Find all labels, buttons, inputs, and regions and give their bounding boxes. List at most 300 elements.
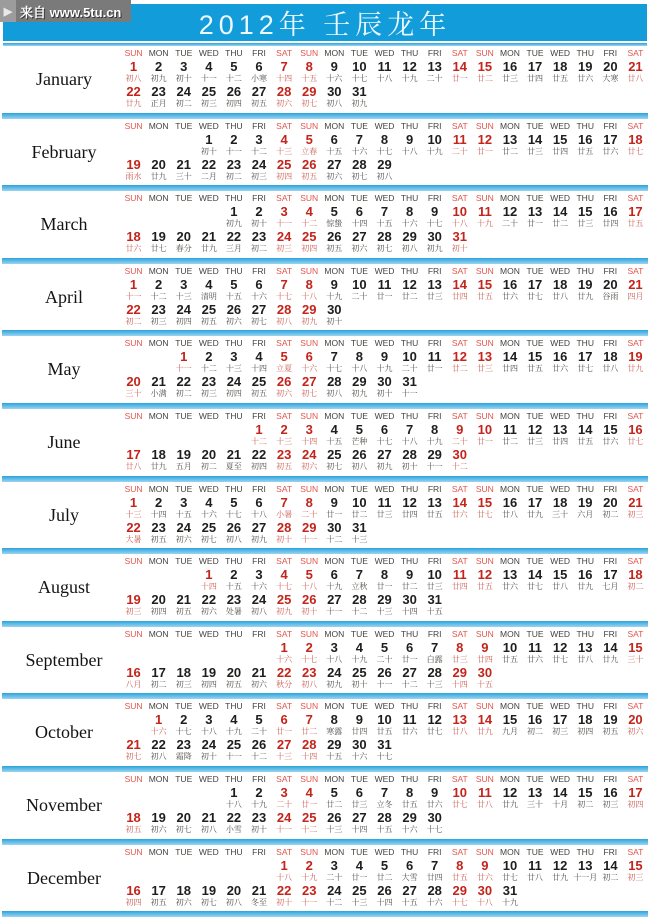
lunar-date-label: 廿四 xyxy=(401,509,418,519)
lunar-date-label: 初十 xyxy=(200,146,217,156)
watermark-arrow-icon: ▶ xyxy=(0,0,16,22)
weekday-header-mon: MON xyxy=(324,846,345,857)
weekday-header-thu: THU xyxy=(576,410,594,421)
lunar-date-label: 十一 xyxy=(276,824,293,834)
lunar-date-label: 初六 xyxy=(225,316,242,326)
date-cell xyxy=(146,785,171,800)
weekday-header-sun: SUN xyxy=(300,193,319,204)
date-cell xyxy=(573,302,598,317)
weekday-header-wed: WED xyxy=(374,773,395,784)
lunar-date-label: 十八 xyxy=(401,146,418,156)
lunar-date-label: 廿二 xyxy=(401,291,418,301)
lunar-date-label xyxy=(171,147,196,157)
date-cell: 19 xyxy=(151,809,166,825)
weekday-header-fri: FRI xyxy=(252,773,266,784)
date-cell: 16 xyxy=(502,494,518,510)
date-cell: 23 xyxy=(251,229,267,245)
date-cell: 6 xyxy=(255,276,263,292)
lunar-date-label xyxy=(472,172,497,182)
lunar-date-label xyxy=(422,535,447,545)
date-cell: 20 xyxy=(226,882,242,898)
lunar-date-label: 三十 xyxy=(552,509,569,519)
date-cell: 17 xyxy=(151,664,166,680)
lunar-date-label: 十八 xyxy=(301,291,318,301)
lunar-date-label xyxy=(523,99,548,109)
date-cell: 1 xyxy=(129,494,138,510)
lunar-date-label xyxy=(573,898,598,908)
date-cell: 7 xyxy=(355,567,363,583)
month-separator-bar xyxy=(2,548,648,554)
date-cell xyxy=(196,204,221,219)
date-cell: 24 xyxy=(176,301,191,317)
lunar-date-label: 廿五 xyxy=(376,727,393,737)
lunar-date-label: 初十 xyxy=(251,824,268,834)
date-cell: 25 xyxy=(327,446,342,462)
date-cell: 11 xyxy=(452,567,467,583)
date-cell: 11 xyxy=(477,204,492,220)
lunar-date-label: 初八 xyxy=(326,99,343,108)
lunar-date-label: 十五 xyxy=(376,824,393,834)
lunar-date-label: 十六 xyxy=(301,364,318,374)
lunar-date-label: 十六 xyxy=(150,727,167,737)
weekday-header-sat: SAT xyxy=(627,846,644,857)
weekday-header-tue: TUE xyxy=(350,556,368,567)
lunar-date-label: 雨水 xyxy=(125,171,142,181)
weekday-header-row xyxy=(121,120,648,132)
date-cell xyxy=(171,785,196,800)
date-cell: 22 xyxy=(151,737,166,753)
lunar-date-label: 十二 xyxy=(326,897,343,907)
date-cell: 19 xyxy=(578,276,593,292)
date-cell: 19 xyxy=(151,229,166,245)
lunar-date-label: 十一 xyxy=(426,461,443,471)
lunar-date-label: 廿四 xyxy=(527,74,544,83)
lunar-date-label xyxy=(497,462,522,472)
lunar-date-label: 初五 xyxy=(251,389,268,399)
lunar-date-label xyxy=(447,389,472,399)
date-cell xyxy=(347,302,372,317)
month-may xyxy=(0,337,650,410)
weekday-header-mon: MON xyxy=(324,556,345,567)
date-cell: 15 xyxy=(477,59,493,74)
date-cell: 22 xyxy=(126,519,141,535)
lunar-date-label: 初八 xyxy=(225,897,242,907)
date-cell: 22 xyxy=(276,882,292,898)
date-cell xyxy=(196,422,221,437)
lunar-date-label: 廿六 xyxy=(602,146,619,156)
date-cell: 13 xyxy=(527,784,543,800)
lunar-date-label xyxy=(146,437,171,447)
lunar-date-label: 十九 xyxy=(426,436,443,446)
date-cell: 3 xyxy=(230,349,238,365)
weekday-header-wed: WED xyxy=(550,483,571,494)
lunar-date-label xyxy=(246,873,271,883)
date-cell xyxy=(623,374,648,389)
date-cell: 20 xyxy=(201,446,217,462)
weekday-header-tue: TUE xyxy=(526,628,544,639)
date-cell: 31 xyxy=(352,84,367,99)
date-cell xyxy=(447,157,472,172)
month-grid xyxy=(121,120,648,182)
weekday-header-tue: TUE xyxy=(526,846,544,857)
lunar-date-label: 廿二 xyxy=(552,219,569,229)
date-cell xyxy=(573,157,598,172)
date-cell xyxy=(598,520,623,535)
weekday-header-wed: WED xyxy=(550,338,571,349)
date-cell: 17 xyxy=(527,276,543,292)
date-cell: 18 xyxy=(603,349,618,365)
lunar-date-label: 廿五 xyxy=(627,219,644,229)
lunar-date-label: 十三 xyxy=(326,824,343,834)
month-separator-bar xyxy=(2,113,648,119)
date-cell: 26 xyxy=(327,809,342,825)
date-cell: 30 xyxy=(477,664,493,680)
lunar-date-label: 十六 xyxy=(200,509,217,519)
lunar-date-label: 十七 xyxy=(376,146,393,156)
lunar-date-label: 初五 xyxy=(175,607,192,617)
lunar-date-label: 六月 xyxy=(577,509,594,519)
weekday-header-wed: WED xyxy=(550,48,571,58)
date-cell xyxy=(196,858,221,873)
lunar-date-label: 十七 xyxy=(451,897,468,907)
lunar-row xyxy=(121,147,648,157)
date-cell: 3 xyxy=(305,421,313,437)
weekday-header-wed: WED xyxy=(198,193,219,204)
weekday-header-fri: FRI xyxy=(252,48,266,58)
lunar-row xyxy=(121,582,648,592)
weekday-header-wed: WED xyxy=(374,338,395,349)
date-cell xyxy=(246,640,271,655)
lunar-date-label: 廿四 xyxy=(552,436,569,446)
weekday-header-thu: THU xyxy=(576,628,594,639)
date-cell: 3 xyxy=(280,204,288,220)
lunar-date-label xyxy=(598,172,623,182)
date-cell: 10 xyxy=(352,494,367,510)
lunar-date-label: 初八 xyxy=(125,74,142,83)
lunar-date-label: 十一 xyxy=(200,74,217,83)
month-march xyxy=(0,192,650,265)
date-cell: 16 xyxy=(527,712,543,728)
weekday-header-fri: FRI xyxy=(603,48,618,58)
date-cell: 23 xyxy=(151,301,166,317)
lunar-date-label: 春分 xyxy=(175,244,192,254)
weekday-header-wed: WED xyxy=(198,338,219,349)
date-cell: 13 xyxy=(578,639,593,655)
weekday-header-thu: THU xyxy=(225,483,243,494)
date-cell: 8 xyxy=(305,494,313,510)
lunar-date-label: 廿五 xyxy=(527,364,544,374)
lunar-date-label xyxy=(598,752,623,762)
lunar-date-label: 十六 xyxy=(401,219,418,229)
date-cell: 6 xyxy=(255,59,263,74)
weekday-header-mon: MON xyxy=(500,48,520,58)
lunar-date-label: 初四 xyxy=(251,461,268,471)
date-cell xyxy=(121,422,146,437)
date-cell: 30 xyxy=(327,301,342,317)
lunar-date-label: 廿八 xyxy=(125,461,142,471)
lunar-date-label xyxy=(171,873,196,883)
lunar-date-label: 廿二 xyxy=(451,364,468,374)
lunar-date-label: 廿五 xyxy=(476,291,493,301)
date-cell: 18 xyxy=(552,276,568,292)
lunar-date-label: 廿三 xyxy=(501,74,518,83)
weekday-header-thu: THU xyxy=(576,556,594,567)
lunar-date-label: 初九 xyxy=(251,534,268,544)
lunar-date-label xyxy=(422,389,447,399)
weekday-header-thu: THU xyxy=(576,265,594,276)
date-cell xyxy=(472,737,497,752)
date-cell: 20 xyxy=(176,809,191,825)
lunar-date-label xyxy=(623,172,648,182)
date-cell: 16 xyxy=(603,204,618,220)
weekday-header-sun: SUN xyxy=(124,120,143,131)
lunar-date-label: 初八 xyxy=(276,316,293,326)
month-separator-bar xyxy=(2,766,648,772)
lunar-date-label: 十九 xyxy=(225,727,242,737)
lunar-date-label: 初六 xyxy=(175,897,192,907)
lunar-date-label: 廿三 xyxy=(376,509,393,519)
date-cell: 7 xyxy=(380,204,389,220)
date-cell xyxy=(397,737,422,752)
lunar-date-label: 廿六 xyxy=(552,364,569,374)
weekday-header-fri: FRI xyxy=(603,410,618,421)
date-cell xyxy=(171,204,196,219)
weekday-header-sun: SUN xyxy=(475,483,494,494)
date-cell: 20 xyxy=(603,59,618,74)
lunar-date-label: 五月 xyxy=(175,461,192,471)
lunar-date-label: 廿七 xyxy=(527,291,544,301)
month-name-label: April xyxy=(45,286,83,307)
date-cell: 9 xyxy=(456,421,464,437)
lunar-date-label: 十二 xyxy=(251,436,268,446)
date-cell xyxy=(497,665,522,680)
lunar-date-label: 廿二 xyxy=(301,727,318,737)
lunar-date-label: 廿二 xyxy=(351,509,368,519)
date-cell: 5 xyxy=(330,784,338,800)
lunar-date-label: 十一 xyxy=(276,219,293,229)
lunar-date-label xyxy=(171,655,196,665)
weekday-header-wed: WED xyxy=(550,193,571,204)
weekday-header-sat: SAT xyxy=(451,338,468,349)
weekday-header-mon: MON xyxy=(148,120,169,131)
lunar-date-label: 初七 xyxy=(301,389,318,399)
lunar-date-label: 十六 xyxy=(276,654,293,664)
weekday-header-wed: WED xyxy=(198,556,219,567)
lunar-date-label xyxy=(447,752,472,762)
date-cell xyxy=(623,229,648,244)
lunar-date-label xyxy=(523,172,548,182)
weekday-header-wed: WED xyxy=(198,701,219,712)
lunar-date-label: 初三 xyxy=(602,799,619,809)
date-cell: 14 xyxy=(603,857,618,873)
date-cell: 7 xyxy=(280,276,288,292)
weekday-header-tue: TUE xyxy=(350,483,368,494)
lunar-date-label xyxy=(598,99,623,109)
weekday-header-sun: SUN xyxy=(475,773,494,784)
date-cell: 15 xyxy=(502,712,518,728)
lunar-date-label: 廿九 xyxy=(200,244,217,254)
date-cell: 27 xyxy=(301,374,317,390)
lunar-date-label xyxy=(196,219,221,229)
lunar-date-label xyxy=(497,99,522,109)
date-cell: 26 xyxy=(251,737,267,753)
date-row xyxy=(121,302,648,317)
lunar-date-label: 十二 xyxy=(150,291,167,301)
weekday-header-tue: TUE xyxy=(526,701,544,712)
date-cell: 29 xyxy=(452,882,467,898)
weekday-header-wed: WED xyxy=(198,628,219,639)
weekday-header-mon: MON xyxy=(500,773,520,784)
lunar-date-label: 十八 xyxy=(225,799,242,809)
lunar-date-label: 十九 xyxy=(501,897,518,907)
date-cell: 9 xyxy=(330,276,338,292)
weekday-header-tue: TUE xyxy=(175,556,193,567)
lunar-date-label: 处暑 xyxy=(225,607,242,617)
weekday-header-mon: MON xyxy=(148,410,169,421)
date-cell: 8 xyxy=(305,276,313,292)
lunar-date-label xyxy=(121,364,146,374)
date-cell xyxy=(573,447,598,462)
lunar-date-label: 十四 xyxy=(351,219,368,229)
lunar-date-label: 二十 xyxy=(376,654,393,664)
date-cell: 27 xyxy=(352,229,367,245)
lunar-date-label: 初三 xyxy=(627,509,644,519)
date-cell: 18 xyxy=(628,567,643,583)
lunar-date-label xyxy=(548,99,573,109)
date-cell: 28 xyxy=(352,592,367,608)
lunar-date-label: 十一 xyxy=(301,897,318,907)
lunar-date-label xyxy=(422,317,447,327)
date-cell: 16 xyxy=(552,349,568,365)
lunar-date-label xyxy=(447,99,472,109)
weekday-header-tue: TUE xyxy=(526,556,544,567)
date-cell: 15 xyxy=(527,349,543,365)
lunar-date-label: 初二 xyxy=(602,509,619,519)
lunar-date-label: 小满 xyxy=(150,389,167,399)
date-cell xyxy=(548,157,573,172)
date-cell: 12 xyxy=(402,494,417,510)
lunar-date-label: 初四 xyxy=(276,171,293,181)
lunar-date-label: 初二 xyxy=(175,389,192,399)
weekday-header-sat: SAT xyxy=(276,120,293,131)
date-cell: 3 xyxy=(255,131,263,147)
lunar-date-label xyxy=(447,607,472,617)
lunar-date-label xyxy=(196,437,221,447)
weekday-header-mon: MON xyxy=(500,483,520,494)
date-cell xyxy=(548,520,573,535)
weekday-header-fri: FRI xyxy=(427,193,442,204)
weekday-header-tue: TUE xyxy=(350,48,368,58)
weekday-header-sat: SAT xyxy=(627,193,644,204)
month-july xyxy=(0,483,650,556)
weekday-header-sat: SAT xyxy=(276,556,293,567)
lunar-date-label: 小寒 xyxy=(251,74,268,83)
lunar-date-label: 十四 xyxy=(301,752,318,762)
date-cell: 10 xyxy=(377,712,392,728)
lunar-date-label: 十月 xyxy=(552,799,569,809)
date-cell xyxy=(623,302,648,317)
date-cell: 29 xyxy=(402,809,417,825)
lunar-date-label: 初八 xyxy=(401,244,418,254)
lunar-date-label: 十一月 xyxy=(573,872,598,882)
date-cell: 24 xyxy=(301,446,317,462)
date-cell: 24 xyxy=(327,882,342,898)
weekday-header-wed: WED xyxy=(374,628,395,639)
date-cell xyxy=(573,592,598,607)
date-cell: 15 xyxy=(578,784,593,800)
date-cell: 11 xyxy=(377,494,392,510)
date-cell: 4 xyxy=(355,639,363,655)
lunar-date-label: 初五 xyxy=(326,244,343,254)
lunar-date-label xyxy=(623,607,648,617)
lunar-date-label: 十七 xyxy=(426,824,443,834)
date-cell: 12 xyxy=(552,857,568,873)
lunar-date-label: 廿九 xyxy=(577,582,594,592)
date-cell: 4 xyxy=(205,59,213,74)
lunar-date-label: 十三 xyxy=(276,752,293,762)
lunar-date-label: 初六 xyxy=(351,244,368,254)
month-name-label: September xyxy=(25,649,103,670)
weekday-header-sat: SAT xyxy=(627,48,644,58)
lunar-date-label: 十一 xyxy=(225,146,242,156)
lunar-date-label xyxy=(598,825,623,835)
weekday-header-mon: MON xyxy=(500,410,520,421)
date-cell xyxy=(573,810,598,825)
weekday-header-tue: TUE xyxy=(175,265,193,276)
lunar-date-label: 十二 xyxy=(251,146,268,156)
date-cell: 29 xyxy=(301,84,317,99)
date-cell xyxy=(523,810,548,825)
lunar-date-label xyxy=(497,752,522,762)
date-row xyxy=(121,349,648,364)
lunar-date-label xyxy=(246,655,271,665)
date-cell: 7 xyxy=(280,59,288,74)
date-cell: 30 xyxy=(402,592,417,608)
lunar-date-label: 廿八 xyxy=(602,364,619,374)
date-cell xyxy=(598,302,623,317)
weekday-header-sat: SAT xyxy=(451,773,468,784)
lunar-date-label xyxy=(221,873,246,883)
date-cell xyxy=(548,302,573,317)
weekday-header-tue: TUE xyxy=(175,120,193,131)
weekday-header-sat: SAT xyxy=(451,556,468,567)
date-cell xyxy=(523,84,548,99)
weekday-header-sat: SAT xyxy=(627,120,644,131)
date-cell: 9 xyxy=(330,59,338,74)
date-cell: 20 xyxy=(126,374,141,390)
lunar-date-label xyxy=(523,898,548,908)
weekday-header-tue: TUE xyxy=(350,120,368,131)
lunar-date-label xyxy=(523,317,548,327)
weekday-header-fri: FRI xyxy=(252,410,266,421)
date-cell: 6 xyxy=(255,494,263,510)
lunar-date-label: 初五 xyxy=(602,727,619,737)
lunar-date-label xyxy=(447,825,472,835)
lunar-date-label: 十八 xyxy=(276,872,293,882)
lunar-date-label: 十五 xyxy=(301,74,318,83)
date-cell xyxy=(523,374,548,389)
date-cell: 17 xyxy=(527,494,543,510)
lunar-date-label: 廿九 xyxy=(527,509,544,519)
date-cell: 22 xyxy=(126,301,141,317)
watermark-text: 来自 www.5tu.cn xyxy=(20,4,122,20)
weekday-header-wed: WED xyxy=(374,846,395,857)
lunar-date-label: 十六 xyxy=(326,74,343,83)
date-cell: 13 xyxy=(578,857,593,873)
lunar-date-label: 廿一 xyxy=(376,291,393,301)
lunar-date-label xyxy=(221,437,246,447)
date-cell: 27 xyxy=(377,446,392,462)
